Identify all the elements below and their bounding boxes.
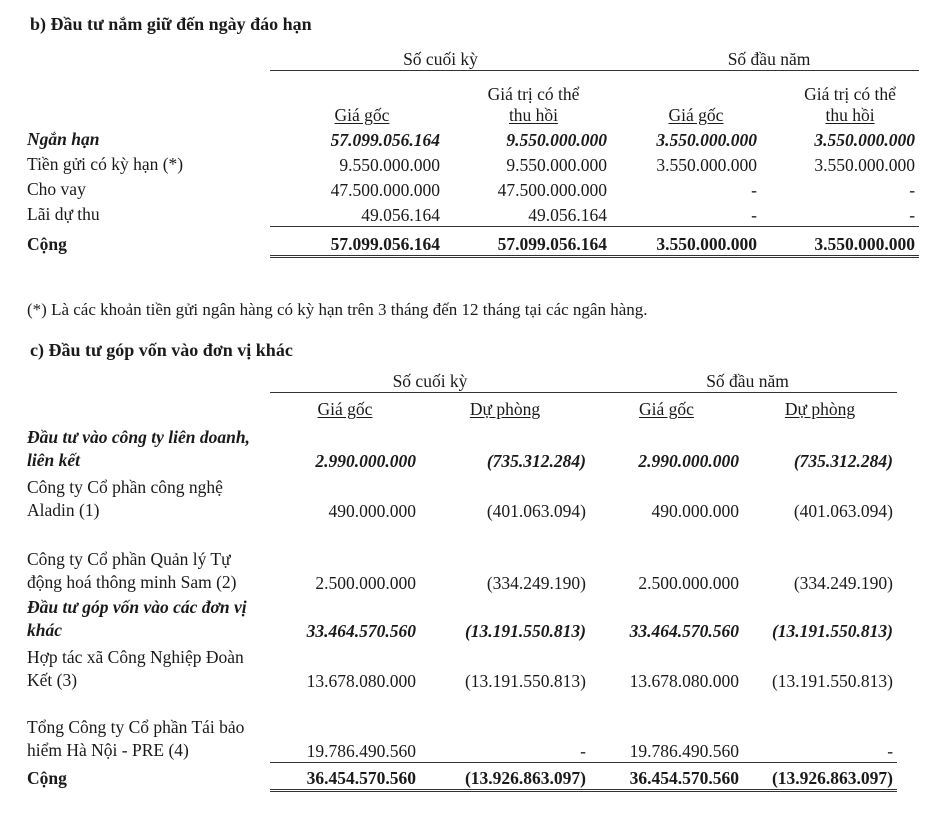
group-header-end-period: Số cuối kỳ (270, 366, 590, 392)
col-header-provision: Dự phòng (784, 399, 856, 419)
held-to-maturity-table (27, 40, 919, 258)
table-row: Cho vay 47.500.000.000 47.500.000.000 - - (27, 179, 916, 200)
group-header-end-period: Số cuối kỳ (270, 40, 611, 70)
table-row: Lãi dự thu 49.056.164 49.056.164 - - (27, 201, 919, 226)
table-row: Tiền gửi có kỳ hạn (*) 9.550.000.000 9.550.000.000 3.550.000.000 3.550.000.000 (27, 154, 916, 175)
col-header-cost: Giá gốc (639, 399, 694, 419)
total-row: Cộng 36.454.570.560 (13.926.863.097) 36.454.570.560 (13.926.863.097) (27, 762, 897, 790)
col-header-recoverable: Giá trị có thể thu hồi (487, 84, 580, 125)
col-header-cost: Giá gốc (334, 105, 390, 125)
table-row: Công ty Cổ phần công nghệ Aladin (1) 490.000.000 (401.063.094) 490.000.000 (401.063.094) (27, 477, 894, 521)
col-header-recoverable: Giá trị có thể thu hồi (804, 84, 896, 125)
equity-investments-table (27, 366, 897, 792)
table-row: Đầu tư vào công ty liên doanh, liên kết 2.990.000.000 (735.312.284) 2.990.000.000 (735.312.284) (27, 427, 894, 471)
group-header-beginning-year: Số đầu năm (590, 366, 897, 392)
col-header-provision: Dự phòng (469, 399, 541, 419)
table-row: Tổng Công ty Cổ phần Tái bảo hiểm Hà Nội - PRE (4) 19.786.490.560 - 19.786.490.560 - (27, 692, 897, 762)
section-b-heading: b) Đầu tư nắm giữ đến ngày đáo hạn (30, 14, 312, 34)
table-row: Hợp tác xã Công Nghiệp Đoàn Kết (3) 13.678.080.000 (13.191.550.813) 13.678.080.000 (13.191.550.813) (27, 647, 894, 691)
table-row: Đầu tư góp vốn vào các đơn vị khác 33.464.570.560 (13.191.550.813) 33.464.570.560 (13.191.550.813) (27, 597, 894, 641)
group-header-beginning-year: Số đầu năm (611, 40, 919, 70)
col-header-cost: Giá gốc (668, 105, 724, 125)
col-header-cost: Giá gốc (317, 399, 373, 419)
section-c-heading: c) Đầu tư góp vốn vào đơn vị khác (30, 340, 293, 360)
table-row: Ngắn hạn 57.099.056.164 9.550.000.000 3.550.000.000 3.550.000.000 (27, 129, 916, 150)
footnote: (*) Là các khoản tiền gửi ngân hàng có kỳ hạn trên 3 tháng đến 12 tháng tại các ngân hàng. (27, 300, 648, 319)
total-row: Cộng 57.099.056.164 57.099.056.164 3.550.000.000 3.550.000.000 (27, 226, 919, 256)
table-row: Công ty Cổ phần Quản lý Tự động hoá thông minh Sam (2) 2.500.000.000 (334.249.190) 2.500.000.000 (334.249.190) (27, 549, 894, 593)
